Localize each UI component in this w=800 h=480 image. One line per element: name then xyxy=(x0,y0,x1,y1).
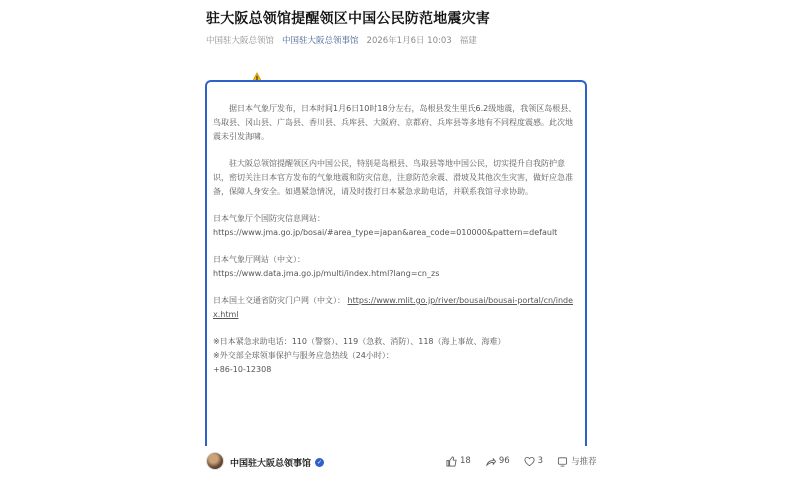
action-bar xyxy=(446,455,597,467)
comment-button[interactable] xyxy=(524,456,543,467)
article-meta xyxy=(206,34,477,46)
recommend-icon xyxy=(557,456,568,467)
heart-icon xyxy=(524,456,535,467)
meta-source: 中国驻大阪总领馆 xyxy=(206,36,275,46)
emergency-line: ※外交部全球领事保护与服务应急热线（24小时）： xyxy=(213,351,394,360)
link-label: 日本国土交通省防灾门户网（中文）： xyxy=(213,296,345,305)
recommend-label: 与推荐 xyxy=(571,457,597,467)
link-block-jma-bosai xyxy=(213,212,577,240)
emergency-block xyxy=(213,335,577,377)
article-footer xyxy=(0,446,800,480)
share-button[interactable] xyxy=(485,456,510,467)
meta-datetime: 2026年1月6日 10:03 xyxy=(366,36,452,46)
share-count: 96 xyxy=(498,456,510,466)
paragraph-1: 据日本气象厅发布，日本时间1月6日10时18分左右，岛根县发生里氏6.2级地震，我领区岛根县、鸟取县、冈山县、广岛县、香川县、兵库县、大阪府、京都府、兵库县等多地有不同程度震感。此次地震未引发海啸。 xyxy=(213,104,577,141)
link-url[interactable]: https://www.jma.go.jp/bosai/#area_type=japan&area_code=010000&pattern=default xyxy=(213,228,558,237)
meta-account-link[interactable]: 中国驻大阪总领事馆 xyxy=(282,36,359,46)
article-title: 驻大阪总领馆提醒领区中国公民防范地震灾害 xyxy=(206,11,490,27)
link-block-jma-cn xyxy=(213,253,577,281)
link-url[interactable]: https://www.data.jma.go.jp/multi/index.html?lang=cn_zs xyxy=(213,269,440,278)
link-url[interactable]: https://www.mlit.go.jp/river/bousai/bousai-portal/cn/index.html xyxy=(213,296,574,319)
emergency-hotline: +86-10-12308 xyxy=(213,365,272,374)
link-label: 日本气象厅网站（中文）： xyxy=(213,255,305,264)
thumbs-up-icon xyxy=(446,456,457,467)
verified-icon: ✓ xyxy=(317,459,323,466)
link-label: 日本气象厅个国防灾信息网站： xyxy=(213,214,325,223)
like-button[interactable] xyxy=(446,456,471,467)
footer-account[interactable] xyxy=(230,456,324,469)
share-icon xyxy=(485,456,496,467)
link-block-mlit xyxy=(213,294,577,322)
recommend-button[interactable] xyxy=(557,455,597,467)
comment-count: 3 xyxy=(537,456,544,466)
emergency-line: ※日本紧急求助电话：110（警察）、119（急救、消防）、118（海上事故、海难） xyxy=(213,337,506,346)
footer-account-name: 中国驻大阪总领事馆 xyxy=(230,459,312,469)
notice-card xyxy=(205,80,587,460)
meta-location: 福建 xyxy=(459,36,477,46)
notice-content xyxy=(213,102,577,390)
like-count: 18 xyxy=(460,456,471,466)
avatar[interactable] xyxy=(206,452,224,470)
paragraph-2: 驻大阪总领馆提醒领区内中国公民，特别是岛根县、鸟取县等地中国公民，切实提升自我防护意识，密切关注日本官方发布的气象地震和防灾信息，注意防范余震、滑坡及其他次生灾害，做好应急准备，保障人身安全。如遇紧急情况，请及时拨打日本紧急求助电话，并联系我馆寻求协助。 xyxy=(213,159,573,196)
